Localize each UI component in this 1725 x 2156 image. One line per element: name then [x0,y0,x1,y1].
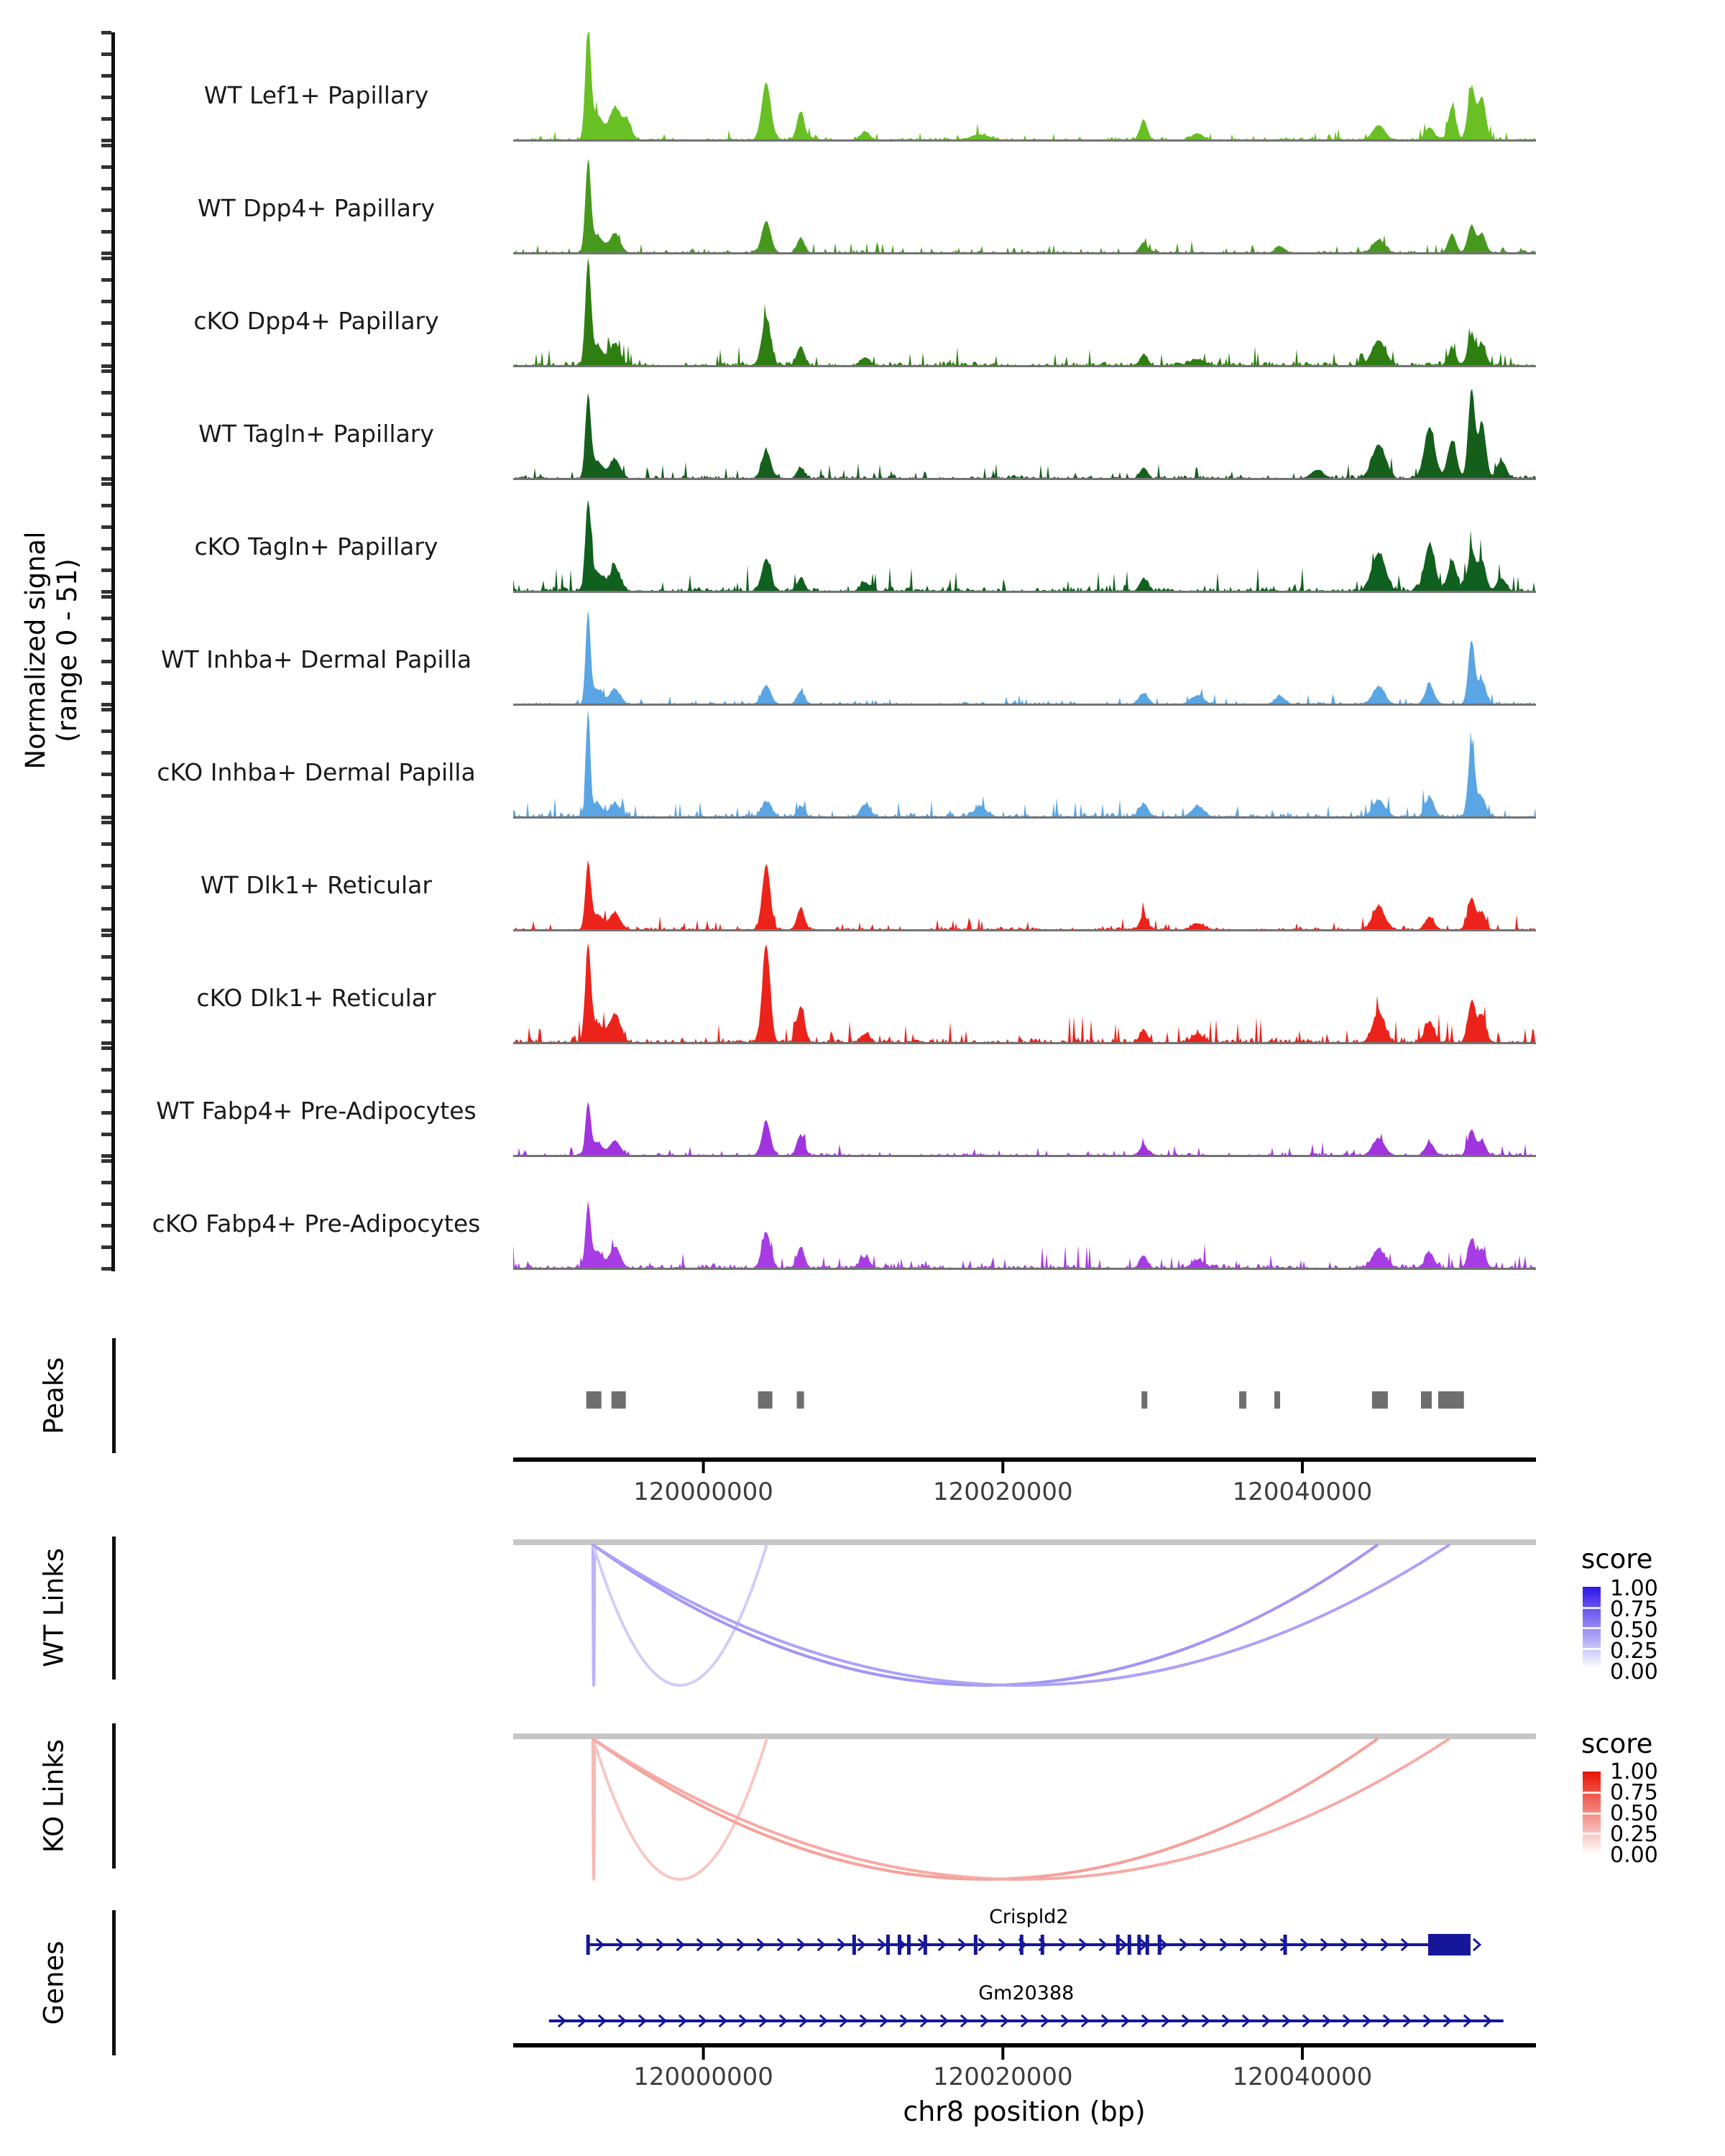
peaks-track-label: Peaks [38,1357,70,1434]
signal-y-axis-tick [101,413,111,416]
signal-area-1 [513,32,1536,140]
signal-area-3 [513,258,1536,366]
ko-links-legend-title: score [1581,1728,1653,1759]
signal-y-axis-tick [101,1245,111,1249]
signal-y-axis-tick [101,842,111,846]
track-label-7: cKO Inhba+ Dermal Papilla [157,758,476,786]
signal-y-axis-tick [101,708,111,711]
wt-links-track-label: WT Links [38,1548,70,1667]
signal-y-axis-tick [101,590,111,594]
gene-exon-tick-Crispld2 [907,1935,911,1955]
wt-links-arc-1 [593,1545,595,1685]
signal-baseline-4 [513,478,1536,480]
peak-interval-7 [1274,1391,1280,1409]
ko-legend-notch [1583,1833,1601,1835]
signal-y-axis-tick [101,117,111,121]
signal-y-axis-tick [101,343,111,346]
signal-baseline-3 [513,365,1536,367]
gene-exon-tick-Crispld2 [1137,1935,1141,1955]
wt-links-legend-title: score [1581,1544,1653,1575]
gene-exon-tick-Crispld2 [1284,1935,1287,1955]
signal-y-axis-tick [101,595,111,599]
signal-area-8 [513,860,1536,930]
signal-baseline-8 [513,929,1536,931]
signal-baseline-10 [513,1155,1536,1157]
signal-y-axis-tick [101,1267,111,1271]
wt-links-top-bar [513,1539,1536,1545]
peaks-x-axis-tick [1301,1462,1304,1473]
peaks-bracket [112,1338,116,1453]
wt-legend-tick-3: 0.50 [1610,1618,1658,1643]
signal-y-axis-tick [101,52,111,56]
peaks-x-tick-label-1: 120000000 [633,1478,773,1506]
gene-exon-tick-Crispld2 [1146,1935,1149,1955]
signal-y-axis-tick [101,934,111,937]
track-label-5: cKO Tagln+ Papillary [194,533,438,561]
gene-exon-tick-Crispld2 [1020,1935,1024,1955]
signal-baseline-7 [513,816,1536,819]
signal-y-axis-tick [101,929,111,932]
peak-interval-1 [586,1391,602,1409]
peaks-x-tick-label-2: 120020000 [932,1478,1073,1506]
ko-legend-tick-2: 0.75 [1610,1780,1658,1805]
signal-y-axis-tick [101,617,111,620]
gene-name-Gm20388: Gm20388 [978,1982,1075,2004]
genes-bracket [112,1910,116,2055]
ko-links-arc-4 [594,1739,1449,1879]
ko-legend-tick-1: 1.00 [1610,1759,1658,1784]
signal-y-axis-tick [101,144,111,147]
peak-interval-4 [797,1391,804,1409]
signal-baseline-9 [513,1042,1536,1044]
signal-y-axis-tick [101,1181,111,1184]
gene-exon-tick-Crispld2 [1158,1935,1162,1955]
signal-y-axis-tick [101,681,111,685]
signal-area-5 [513,499,1536,591]
ko-legend-tick-5: 0.00 [1610,1843,1658,1868]
gene-exon-tick-Crispld2 [974,1935,978,1955]
signal-y-axis-tick [101,955,111,959]
ko-links-track-label: KO Links [38,1738,70,1853]
signal-baseline-11 [513,1268,1536,1270]
gene-exon-tick-Crispld2 [1116,1935,1120,1955]
signal-y-axis-tick [101,252,111,255]
signal-baseline-2 [513,252,1536,254]
track-label-6: WT Inhba+ Dermal Papilla [160,645,472,673]
gene-exon-tick-Crispld2 [924,1935,927,1955]
ko-legend-tick-3: 0.50 [1610,1801,1658,1826]
genes-x-tick-label-3: 120040000 [1232,2063,1373,2091]
wt-legend-tick-5: 0.00 [1610,1659,1658,1685]
signal-y-axis-tick [101,1159,111,1163]
track-label-3: cKO Dpp4+ Papillary [193,307,439,335]
signal-y-axis-tick [101,230,111,234]
signal-area-7 [513,709,1536,817]
gene-exon-tick-Crispld2 [1128,1935,1131,1955]
signal-area-6 [513,609,1536,704]
signal-y-axis-tick [101,638,111,642]
peak-interval-8 [1372,1391,1388,1409]
track-label-11: cKO Fabp4+ Pre-Adipocytes [152,1210,481,1238]
signal-area-10 [513,1102,1536,1156]
genes-x-tick-label-2: 120020000 [932,2063,1073,2091]
wt-links-arc-3 [594,1545,1377,1685]
genes-x-axis-tick [1301,2047,1304,2060]
track-label-10: WT Fabp4+ Pre-Adipocytes [156,1097,477,1125]
wt-legend-tick-4: 0.25 [1610,1639,1658,1664]
signal-y-axis-tick [101,821,111,824]
signal-baseline-6 [513,704,1536,706]
signal-area-2 [513,159,1536,253]
signal-y-axis-tick [101,187,111,190]
gene-thick-exon-Crispld2 [1428,1934,1471,1955]
track-label-8: WT Dlk1+ Reticular [201,871,432,899]
peaks-x-axis-line [513,1457,1536,1462]
ko-links-arc-2 [594,1739,767,1879]
signal-y-axis-tick [101,482,111,486]
signal-y-axis-tick [101,74,111,78]
peak-interval-10 [1438,1391,1464,1409]
peaks-x-axis-tick [702,1462,705,1473]
gene-exon-tick-Crispld2 [852,1935,856,1955]
gene-body-Crispld2 [587,1943,1471,1946]
x-axis-title: chr8 position (bp) [903,2096,1146,2127]
signal-y-axis-tick [101,1133,111,1136]
genes-track-label: Genes [38,1940,70,2025]
peaks-x-tick-label-3: 120040000 [1232,1478,1373,1506]
ko-legend-tick-4: 0.25 [1610,1822,1658,1847]
signal-y-axis-tick [101,1154,111,1158]
wt-links-bracket [112,1537,116,1680]
wt-legend-notch [1583,1648,1601,1650]
gene-name-Crispld2: Crispld2 [989,1906,1069,1928]
peak-interval-9 [1421,1391,1432,1409]
signal-y-axis-tick [101,31,111,34]
signal-y-axis-tick [101,456,111,459]
signal-y-axis-tick [101,794,111,798]
ko-links-bracket [112,1723,116,1869]
signal-y-axis-tick [101,568,111,572]
genes-x-axis-tick [702,2047,705,2060]
signal-area-11 [513,1201,1536,1268]
signal-y-axis-tick [101,300,111,303]
peaks-x-axis-tick [1001,1462,1004,1473]
signal-y-axis-tick [101,278,111,282]
wt-links-arc-2 [594,1545,767,1685]
signal-y-axis-tick [101,703,111,706]
signal-y-axis-tick [101,751,111,755]
genes-x-axis-tick [1001,2047,1004,2060]
track-label-1: WT Lef1+ Papillary [203,81,429,109]
signal-y-axis-tick [101,364,111,368]
wt-legend-notch [1583,1627,1601,1629]
wt-links-arc-4 [594,1545,1449,1685]
ko-links-top-bar [513,1733,1536,1739]
genes-x-axis-line [513,2043,1536,2047]
peak-interval-6 [1239,1391,1246,1409]
signal-y-axis-tick [101,907,111,911]
signal-y-axis-tick [101,1068,111,1072]
signal-y-axis-tick [101,139,111,142]
y-axis-title-line1: Normalized signal [20,531,51,770]
gene-exon-tick-Crispld2 [1041,1935,1044,1955]
signal-y-axis-tick [101,977,111,980]
signal-y-axis-tick [101,864,111,867]
signal-y-axis-tick [101,729,111,733]
signal-baseline-5 [513,591,1536,593]
peak-interval-2 [612,1391,626,1409]
signal-y-axis-tick [101,816,111,819]
wt-legend-notch [1583,1607,1601,1609]
wt-legend-tick-2: 0.75 [1610,1597,1658,1622]
track-label-9: cKO Dlk1+ Reticular [196,984,436,1012]
gene-exon-tick-Crispld2 [886,1935,890,1955]
ko-legend-notch [1583,1792,1601,1794]
signal-area-9 [513,943,1536,1043]
signal-baseline-1 [513,139,1536,142]
y-axis-title-line2: (range 0 - 51) [52,558,83,742]
ko-links-arc-3 [594,1739,1377,1879]
wt-legend-tick-1: 1.00 [1610,1576,1658,1601]
ko-links-arc-1 [593,1739,595,1879]
track-label-4: WT Tagln+ Papillary [198,420,434,448]
signal-y-axis-tick [101,1089,111,1093]
signal-y-axis-tick [101,477,111,481]
peak-interval-3 [758,1391,773,1409]
track-label-2: WT Dpp4+ Papillary [197,194,436,222]
gene-end-arrow-Crispld2 [1473,1939,1480,1950]
signal-y-axis-tick [101,1046,111,1050]
gene-exon-tick-Crispld2 [898,1935,901,1955]
signal-y-axis-tick [101,165,111,169]
signal-y-axis-tick [101,504,111,507]
signal-y-axis-tick [101,1020,111,1023]
gene-exon-tick-Crispld2 [586,1935,590,1955]
signal-y-axis-tick [101,369,111,373]
signal-y-axis-tick [101,391,111,395]
signal-y-axis-tick [101,1041,111,1045]
signal-y-axis-tick [101,257,111,260]
ko-legend-notch [1583,1812,1601,1815]
signal-y-axis-tick [101,1202,111,1206]
peak-interval-5 [1141,1391,1147,1409]
genes-x-tick-label-1: 120000000 [633,2063,773,2091]
signal-area-4 [513,389,1536,479]
signal-y-axis-tick [101,525,111,529]
